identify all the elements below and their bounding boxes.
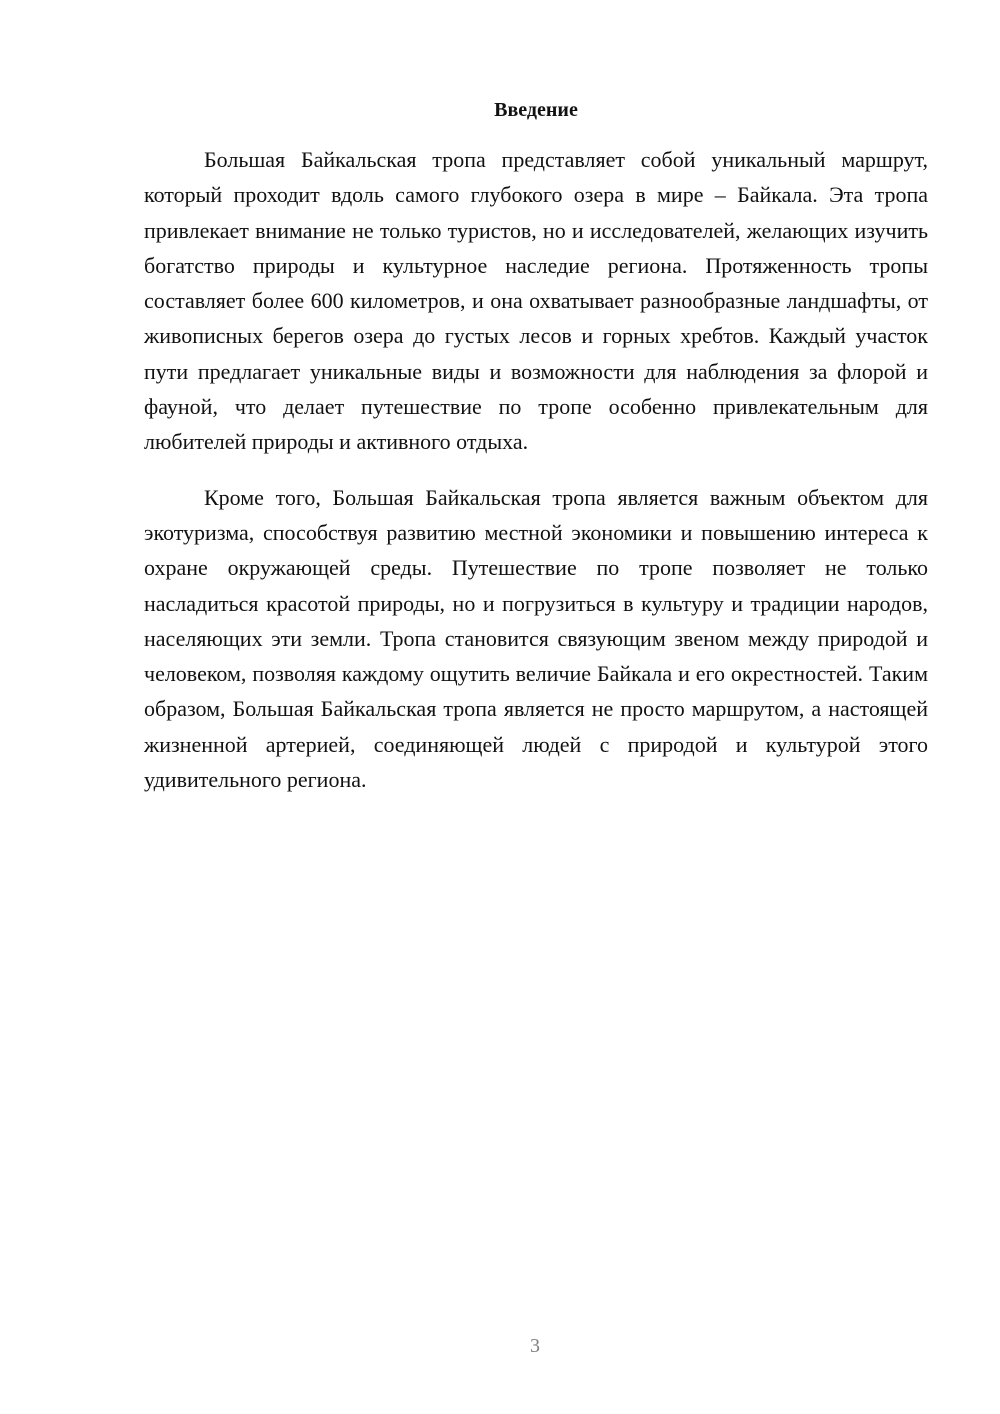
page-content [144, 92, 928, 797]
paragraph-1: Большая Байкальская тропа представляет собой уникальный маршрут, который проходит вдоль самого глубокого озера в мире – Байкала. Эта тропа привлекает внимание не только туристов, но и исследователей, желающих изучить богатство природы и культурное наследие региона. Протяженность тропы составляет более 600 километров, и она охватывает разнообразные ландшафты, от живописных берегов озера до густых лесов и горных хребтов. Каждый участок пути предлагает уникальные виды и возможности для наблюдения за флорой и фауной, что делает путешествие по тропе особенно привлекательным для любителей природы и активного отдыха. [144, 147, 928, 455]
section-title: Введение [494, 99, 578, 121]
paragraph-2: Кроме того, Большая Байкальская тропа является важным объектом для экотуризма, способствуя развитию местной экономики и повышению интереса к охране окружающей среды. Путешествие по тропе позволяет не только насладиться красотой природы, но и погрузиться в культуру и традиции народов, населяющих эти земли. Тропа становится связующим звеном между природой и человеком, позволяя каждому ощутить величие Байкала и его окрестностей. Таким образом, Большая Байкальская тропа является не просто маршрутом, а настоящей жизненной артерией, соединяющей людей с природой и культурой этого удивительного региона. [144, 484, 928, 793]
page-number: 3 [530, 1335, 540, 1357]
